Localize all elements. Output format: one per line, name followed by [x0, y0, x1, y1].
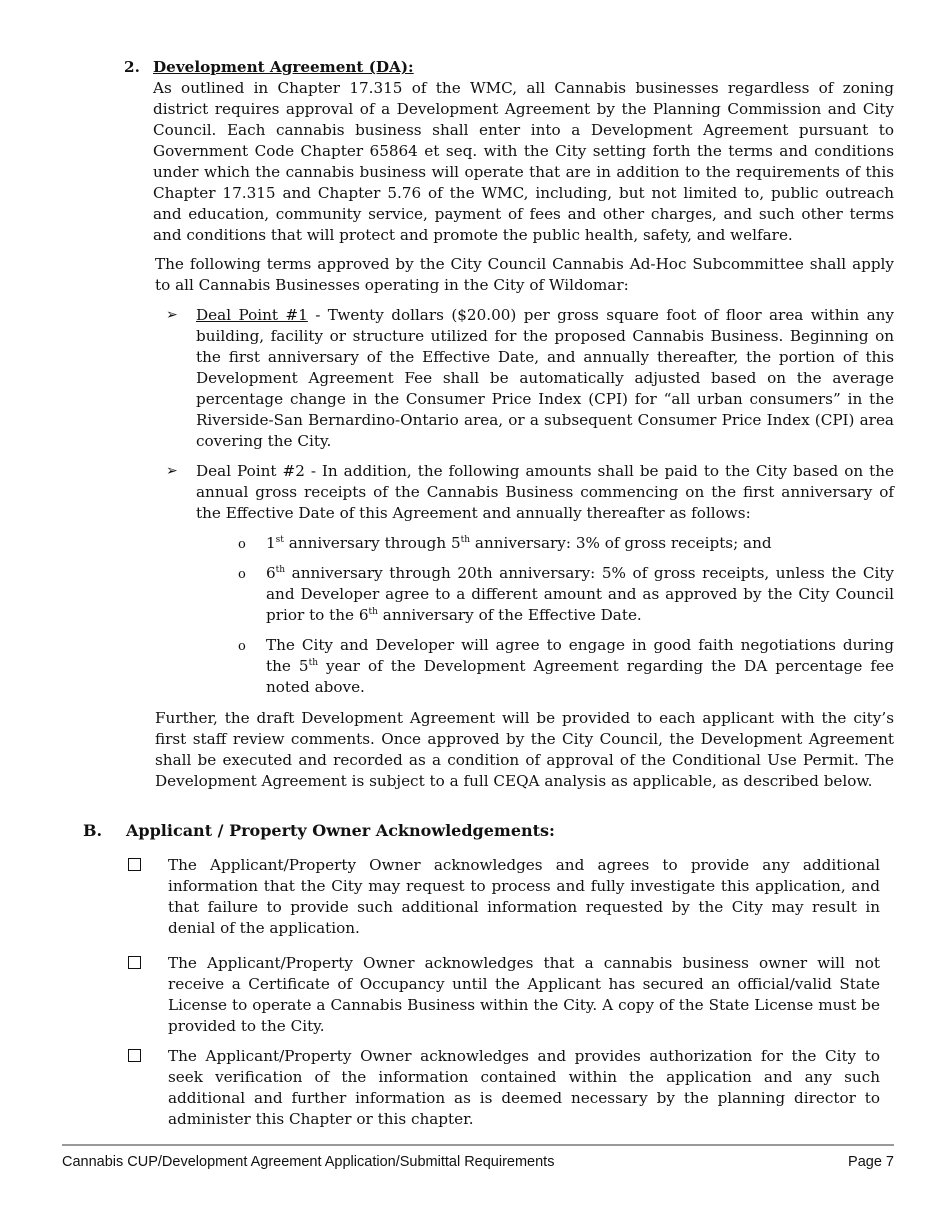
checkbox-icon[interactable] — [128, 858, 141, 871]
section-letter: B. — [83, 821, 103, 840]
deal-point-1 — [196, 305, 894, 452]
sub-item-3-part: year of the Development Agreement regarding the DA percentage fee noted above. — [266, 657, 894, 696]
superscript: th — [368, 606, 378, 617]
section-title: Applicant / Property Owner Acknowledgements: — [126, 821, 555, 840]
circle-bullet-icon: o — [238, 567, 246, 582]
superscript: th — [308, 657, 319, 668]
footer-title: Cannabis CUP/Development Agreement Application/Submittal Requirements — [62, 1154, 555, 1170]
footer-divider — [62, 1144, 894, 1146]
sub-item-2 — [266, 563, 894, 626]
sub-item-2-part: anniversary of the Effective Date. — [377, 606, 642, 624]
deal-point-1-label: Deal Point #1 — [196, 306, 308, 324]
arrow-bullet-icon: ➢ — [166, 463, 178, 479]
sub-item-3 — [266, 635, 894, 698]
sub-item-1-part: anniversary: 3% of gross receipts; and — [470, 534, 772, 552]
terms-intro: The following terms approved by the City Council Cannabis Ad-Hoc Subcommittee shall apply to all Cannabis Businesses operating in the City of Wildomar: — [155, 255, 894, 294]
deal-point-1-text: - Twenty dollars ($20.00) per gross square foot of floor area within any building, facility or structure utilized for the proposed Cannabis Business. Beginning on the first anniversary of the Effective Date, and annually thereafter, the portion of this Development Agreement Fee shall be automatically adjusted based on the average percentage change in the Consumer Price Index (CPI) for “all urban consumers” in the Riverside-San Bernardino-Ontario area, or a subsequent Consumer Price Index (CPI) area covering the City. — [196, 306, 894, 450]
deal-point-2: Deal Point #2 - In addition, the following amounts shall be paid to the City based on the annual gross receipts of the Cannabis Business commencing on the first anniversary of the Effective Date of this Agreement and annually thereafter as follows: — [196, 462, 894, 522]
circle-bullet-icon: o — [238, 537, 246, 552]
page-number: Page 7 — [848, 1154, 894, 1170]
sub-item-1 — [266, 533, 894, 554]
sub-item-1-part: 1 — [266, 534, 276, 552]
acknowledgement-item: The Applicant/Property Owner acknowledges that a cannabis business owner will not receive a Certificate of Occupancy until the Applicant has secured an official/valid State License to operate a Cannabis Business within the City. A copy of the State License must be provided to the City. — [168, 954, 880, 1035]
section-number: 2. — [124, 58, 140, 76]
checkbox-icon[interactable] — [128, 1049, 141, 1062]
sub-item-3-part: The City and Developer will agree to engage in good faith negotiations during the 5 — [266, 636, 894, 675]
checkbox-icon[interactable] — [128, 956, 141, 969]
acknowledgement-item: The Applicant/Property Owner acknowledges and provides authorization for the City to seek verification of the information contained within the application and any such additional and further information as is deemed necessary by the planning director to administer this Chapter or this chapter. — [168, 1047, 880, 1128]
further-paragraph: Further, the draft Development Agreement will be provided to each applicant with the city’s first staff review comments. Once approved by the City Council, the Development Agreement shall be executed and recorded as a condition of approval of the Conditional Use Permit. The Development Agreement is subject to a full CEQA analysis as applicable, as described below. — [155, 709, 894, 790]
sub-item-1-part: anniversary through 5 — [283, 534, 461, 552]
sub-item-2-part: anniversary through 20th anniversary: 5% of gross receipts, unless the City and Developer agree to a different amount and as approved by the City Council prior to the 6 — [266, 564, 894, 624]
section-heading: Development Agreement (DA): — [153, 58, 414, 76]
section-body: As outlined in Chapter 17.315 of the WMC, all Cannabis businesses regardless of zoning district requires approval of a Development Agreement by the Planning Commission and City Council. Each cannabis business shall enter into a Development Agreement pursuant to Government Code Chapter 65864 et seq. with the City setting forth the terms and conditions under which the cannabis business will operate that are in addition to the requirements of this Chapter 17.315 and Chapter 5.76 of the WMC, including, but not limited to, public outreach and education, community service, payment of fees and other charges, and such other terms and conditions that will protect and promote the public health, safety, and welfare. — [153, 79, 894, 244]
superscript: th — [275, 564, 286, 575]
acknowledgement-item: The Applicant/Property Owner acknowledges and agrees to provide any additional information that the City may request to process and fully investigate this application, and that failure to provide such additional information requested by the City may result in denial of the application. — [168, 856, 880, 937]
superscript: st — [275, 534, 284, 545]
superscript: th — [460, 534, 471, 545]
arrow-bullet-icon: ➢ — [166, 307, 178, 323]
circle-bullet-icon: o — [238, 639, 246, 654]
sub-item-2-part: 6 — [266, 564, 276, 582]
